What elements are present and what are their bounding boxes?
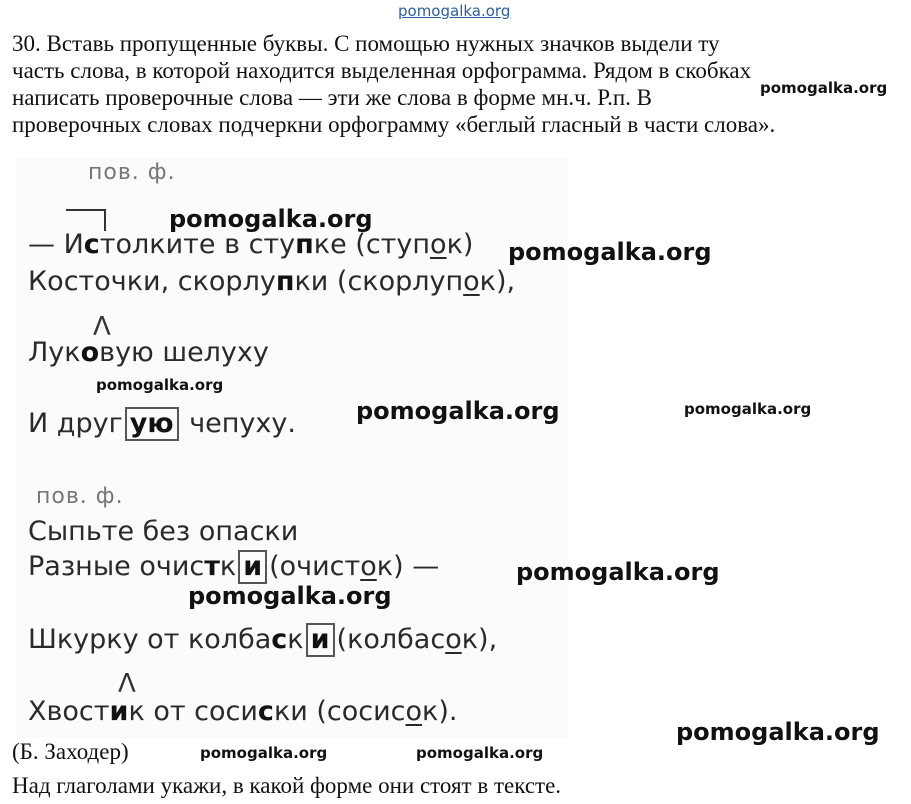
watermark: pomogalka.org: [516, 558, 720, 586]
watermark: pomogalka.org: [188, 582, 392, 610]
poem-author: (Б. Заходер): [12, 739, 129, 764]
watermark: pomogalka.org: [356, 397, 560, 425]
watermark: pomogalka.org: [676, 718, 880, 746]
watermark: pomogalka.org: [169, 205, 373, 233]
site-header-link[interactable]: pomogalka.org: [398, 2, 511, 20]
task-line: часть слова, в которой находится выделенная орфограмма. Рядом в скобках: [12, 58, 752, 83]
root-arc-mark: Λ: [93, 312, 111, 342]
root-arc-mark: Λ: [118, 669, 136, 699]
ending-box: и: [306, 623, 335, 657]
ending-box: ую: [125, 407, 179, 441]
task-line: 30. Вставь пропущенные буквы. С помощью нужных значков выдели ту: [12, 31, 720, 56]
watermark: pomogalka.org: [96, 376, 224, 394]
task-line: проверочных словах подчеркни орфограмму «беглый гласный в части слова».: [12, 112, 776, 137]
poem-line-6: Разные очистк и (очисток) —: [28, 551, 440, 582]
watermark: pomogalka.org: [508, 238, 712, 266]
task-line: написать проверочные слова — эти же слова в форме мн.ч. Р.п. В: [12, 85, 653, 110]
footer-task-text: Над глаголами укажи, в какой форме они стоят в тексте.: [12, 773, 562, 798]
poem-line-2: Косточки, скорлупки (скорлупок),: [28, 266, 516, 297]
morph-label-1: пов. ф.: [88, 160, 176, 185]
watermark: pomogalka.org: [760, 79, 888, 97]
poem-line-3: Луковую шелуху: [28, 337, 269, 368]
watermark: pomogalka.org: [684, 400, 812, 418]
poem-line-7: Шкурку от колбаск и (колбасок),: [28, 624, 498, 655]
poem-line-4: И друг ую чепуху.: [28, 408, 296, 439]
poem-line-8: Хвостик от сосиски (сосисок).: [28, 696, 458, 727]
morph-label-2: пов. ф.: [36, 484, 124, 509]
watermark: pomogalka.org: [200, 744, 328, 762]
poem-line-1: — Истолките в ступке (ступок): [28, 229, 474, 260]
watermark: pomogalka.org: [416, 744, 544, 762]
ending-box: и: [238, 550, 267, 584]
poem-line-5: Сыпьте без опаски: [28, 516, 299, 547]
